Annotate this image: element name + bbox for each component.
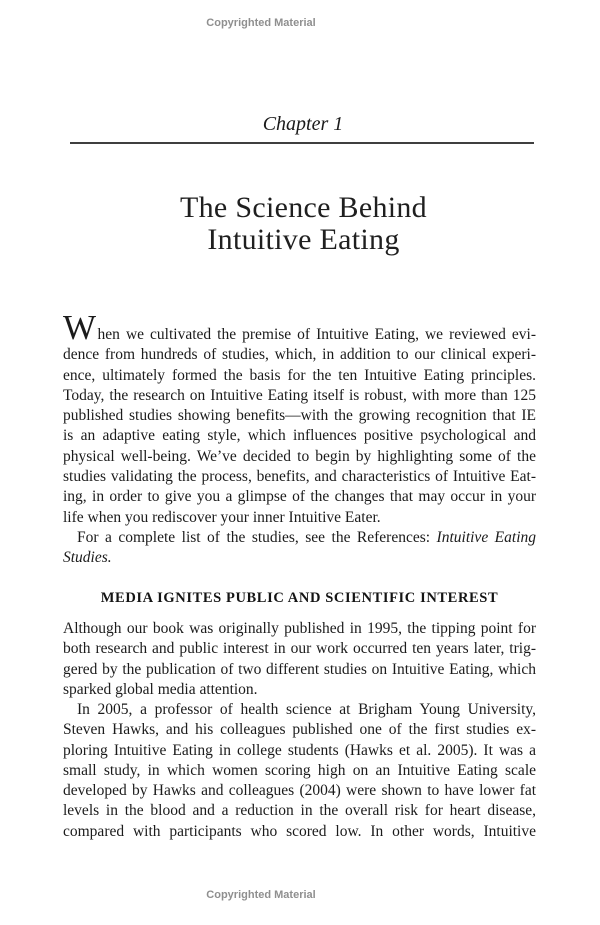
- reference-sentence-text: For a complete list of the studies, see the References:: [77, 528, 437, 546]
- body-line: ing, in order to give you a glimpse of the changes that may occur in your: [63, 488, 536, 506]
- body-line: ploring Intuitive Eating in college students (Hawks et al. 2005). It was a: [63, 741, 536, 759]
- body-line: gered by the publication of two different studies on Intuitive Eating, which: [63, 660, 536, 678]
- body-line: [63, 308, 536, 347]
- body-line: small study, in which women scoring high on an Intuitive Eating scale: [63, 761, 536, 779]
- body-line: Today, the research on Intuitive Eating itself is robust, with more than 125: [63, 386, 536, 404]
- section-paragraph-1: [63, 619, 536, 700]
- section-heading: MEDIA IGNITES PUBLIC AND SCIENTIFIC INTEREST: [100, 590, 499, 606]
- body-line: ence, ultimately formed the basis for the ten Intuitive Eating principles.: [63, 366, 536, 384]
- body-line: sparked global media attention.: [63, 680, 258, 698]
- body-line: Steven Hawks, and his colleagues published one of the first studies ex-: [63, 721, 536, 739]
- raised-initial-cap: W: [63, 308, 97, 347]
- copyright-notice-bottom: Copyrighted Material: [206, 889, 316, 901]
- intro-paragraphs: [63, 308, 536, 569]
- body-line: In 2005, a professor of health science at Brigham Young University,: [77, 701, 536, 718]
- body-line: is an adaptive eating style, which influences positive psychological and: [63, 427, 536, 445]
- reference-title-italic-continuation: Studies.: [63, 549, 112, 567]
- chapter-title-line2: Intuitive Eating: [207, 222, 400, 256]
- chapter-title: [0, 192, 600, 255]
- chapter-number-label: Chapter 1: [262, 113, 344, 135]
- chapter-title-line1: The Science Behind: [180, 191, 427, 224]
- body-line: Although our book was originally published in 1995, the tipping point for: [63, 620, 536, 637]
- body-line: [63, 528, 536, 548]
- body-line: both research and public interest in our work occurred ten years later, trig-: [63, 640, 536, 658]
- copyright-notice-top: Copyrighted Material: [206, 17, 316, 29]
- body-line: life when you rediscover your inner Intuitive Eater.: [63, 508, 381, 526]
- body-line: physical well-being. We’ve decided to begin by highlighting some of the: [63, 447, 536, 465]
- body-line: developed by Hawks and colleagues (2004) were shown to have lower fat: [63, 782, 536, 800]
- reference-title-italic: Intuitive Eating: [436, 528, 536, 546]
- body-line: compared with participants who scored low. In other words, Intuitive: [63, 822, 536, 840]
- body-line: [63, 548, 536, 568]
- body-line: dence from hundreds of studies, which, in addition to our clinical experi-: [63, 346, 536, 364]
- body-line: studies validating the process, benefits, and characteristics of Intuitive Eat-: [63, 468, 536, 486]
- body-line: published studies showing benefits—with the growing recognition that IE: [63, 407, 536, 425]
- chapter-divider-rule: [70, 142, 534, 144]
- section-paragraph-2: [63, 700, 536, 842]
- body-line: levels in the blood and a reduction in the overall risk for heart disease,: [63, 802, 536, 820]
- body-line-text: hen we cultivated the premise of Intuitive Eating, we reviewed evi-: [97, 326, 536, 343]
